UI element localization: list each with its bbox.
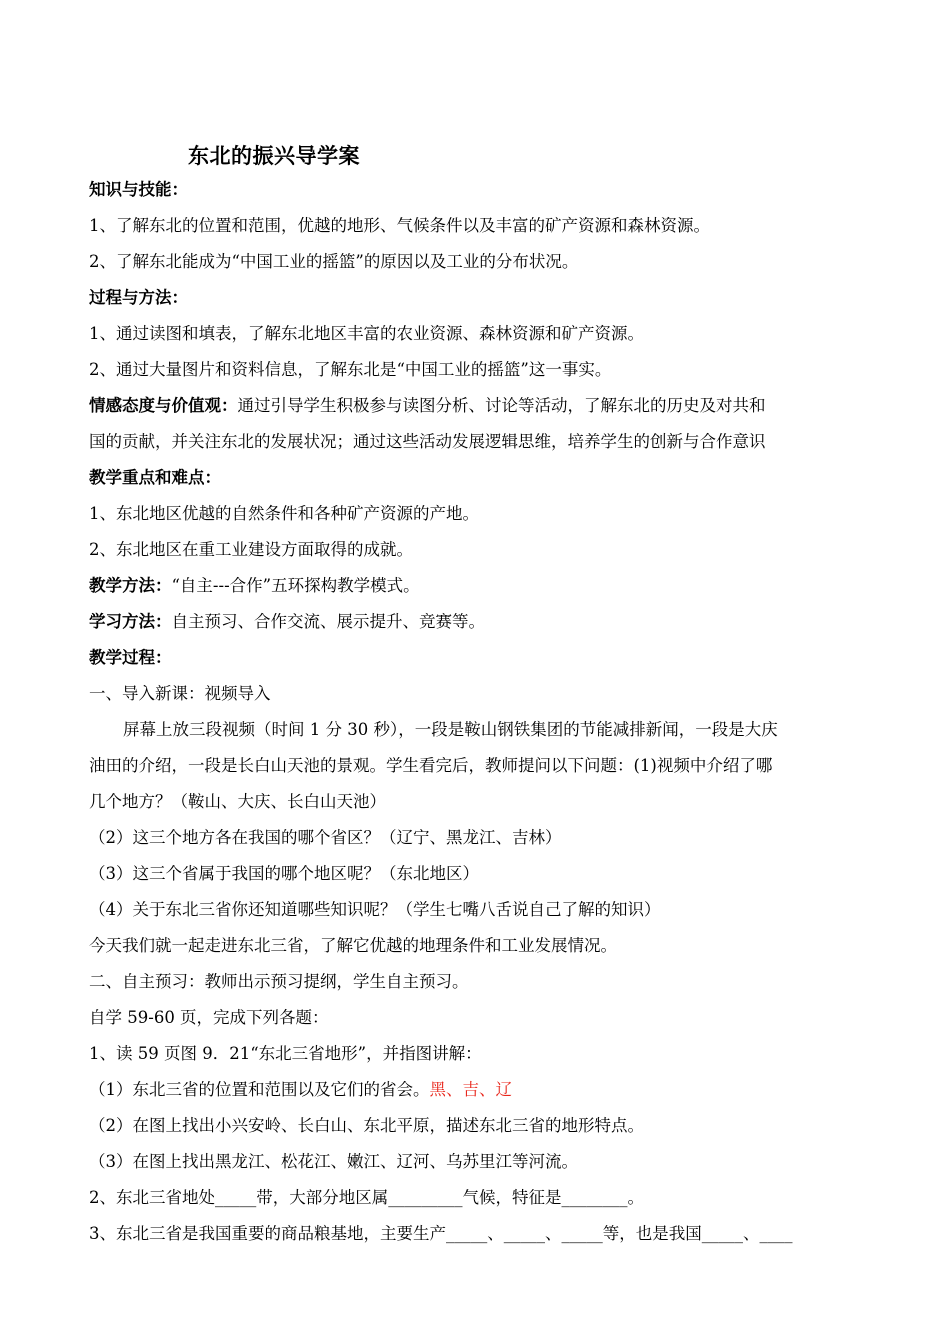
learning-method-line: [89, 604, 863, 640]
document-body: [89, 172, 863, 1252]
video-paragraph-line-3: 几个地方？（鞍山、大庆、长白山天池）: [89, 792, 386, 811]
emotion-line-2: 国的贡献，并关注东北的发展状况；通过这些活动发展逻辑思维，培养学生的创新与合作意识: [89, 432, 766, 451]
video-paragraph-line-2: 油田的介绍，一段是长白山天池的景观。学生看完后，教师提问以下问题：(1)视频中介绍了哪: [89, 756, 773, 775]
learning-method-text: 自主预习、合作交流、展示提升、竞赛等。: [171, 612, 485, 631]
question-3: （3）这三个省属于我国的哪个地区呢？（东北地区）: [89, 864, 479, 883]
self-study-line: 自学 59-60 页，完成下列各题：: [89, 1008, 329, 1027]
today-intro: 今天我们就一起走进东北三省，了解它优越的地理条件和工业发展情况。: [89, 936, 617, 955]
key-points-heading: [89, 460, 863, 496]
emotion-heading-text: 情感态度与价值观：: [89, 396, 238, 415]
teaching-method-line: [89, 568, 863, 604]
key-points-item-2: 2、东北地区在重工业建设方面取得的成就。: [89, 540, 413, 559]
learning-method-heading: 学习方法：: [89, 612, 172, 631]
process-heading: [89, 280, 863, 316]
study-sub-item-1: [89, 1072, 863, 1108]
question-2: （2）这三个地方各在我国的哪个省区？（辽宁、黑龙江、吉林）: [89, 828, 562, 847]
teaching-process-heading-text: 教学过程：: [89, 648, 172, 667]
teaching-process-heading: [89, 640, 863, 676]
knowledge-item-1: 1、了解东北的位置和范围，优越的地形、气候条件以及丰富的矿产资源和森林资源。: [89, 216, 710, 235]
process-item-2: 2、通过大量图片和资料信息，了解东北是“中国工业的摇篮”这一事实。: [89, 360, 612, 379]
study-item-1: 1、读 59 页图 9．21“东北三省地形”，并指图讲解：: [89, 1044, 482, 1063]
teaching-method-text: “自主---合作”五环探构教学模式。: [171, 576, 420, 595]
question-4: （4）关于东北三省你还知道哪些知识呢？（学生七嘴八舌说自己了解的知识）: [89, 900, 661, 919]
process-item-1: 1、通过读图和填表，了解东北地区丰富的农业资源、森林资源和矿产资源。: [89, 324, 644, 343]
video-paragraph-line-1: 屏幕上放三段视频（时间 1 分 30 秒），一段是鞍山钢铁集团的节能减排新闻，一段是大庆: [123, 720, 778, 739]
study-sub-item-3: （3）在图上找出黑龙江、松花江、嫩江、辽河、乌苏里江等河流。: [89, 1152, 578, 1171]
part2-title: 二、自主预习：教师出示预习提纲，学生自主预习。: [89, 972, 469, 991]
emotion-text-1: 通过引导学生积极参与读图分析、讨论等活动，了解东北的历史及对共和: [237, 396, 766, 415]
study-sub-item-2: （2）在图上找出小兴安岭、长白山、东北平原，描述东北三省的地形特点。: [89, 1116, 644, 1135]
knowledge-heading: [89, 172, 863, 208]
knowledge-item-2: 2、了解东北能成为“中国工业的摇篮”的原因以及工业的分布状况。: [89, 252, 579, 271]
study-sub-item-1-text: （1）东北三省的位置和范围以及它们的省会。: [89, 1080, 430, 1099]
study-item-3: 3、东北三省是我国重要的商品粮基地，主要生产_____、_____、_____等，也是我国_____、____: [89, 1224, 793, 1243]
key-points-heading-text: 教学重点和难点：: [89, 468, 221, 487]
emotion-line-1: [89, 388, 863, 424]
part1-title: 一、导入新课：视频导入: [89, 684, 271, 703]
key-points-item-1: 1、东北地区优越的自然条件和各种矿产资源的产地。: [89, 504, 479, 523]
study-sub-item-1-answer: 黑、吉、辽: [429, 1080, 512, 1099]
knowledge-heading-text: 知识与技能：: [89, 180, 188, 199]
teaching-method-heading: 教学方法：: [89, 576, 172, 595]
study-item-2: 2、东北三省地处_____带，大部分地区属_________气候，特征是________。: [89, 1188, 644, 1207]
document-title: 东北的振兴导学案: [188, 144, 360, 168]
process-heading-text: 过程与方法：: [89, 288, 188, 307]
